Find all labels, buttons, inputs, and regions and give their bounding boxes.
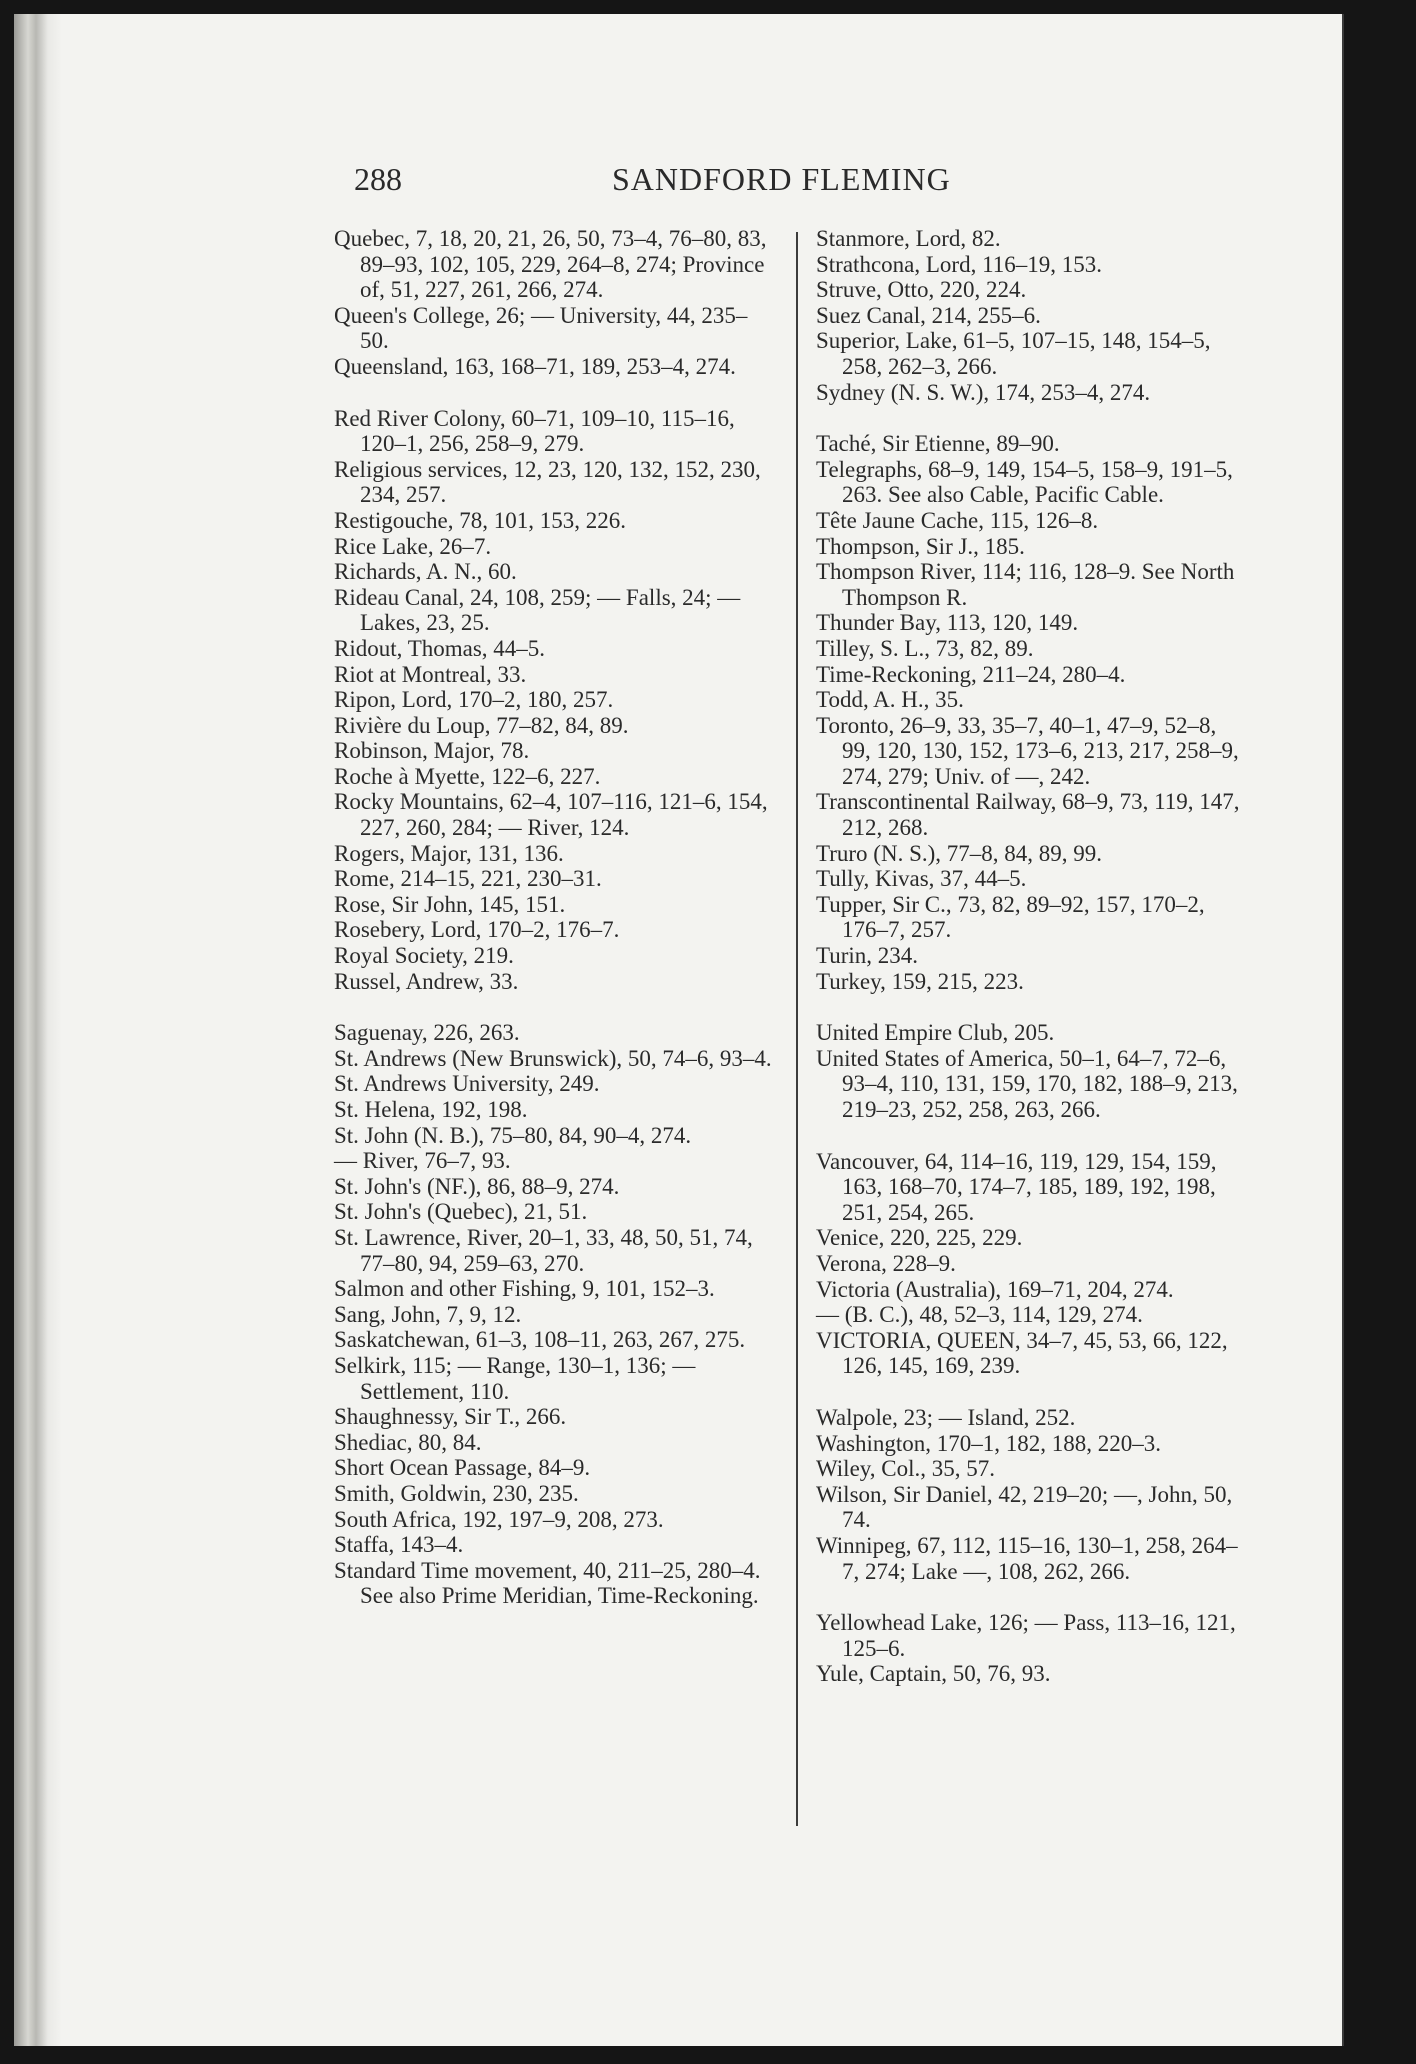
- index-entry: Rice Lake, 26–7.: [334, 533, 492, 559]
- index-entry: Tilley, S. L., 73, 82, 89.: [816, 635, 1034, 661]
- index-entry: Rogers, Major, 131, 136.: [334, 840, 564, 866]
- index-entry: United Empire Club, 205.: [816, 1020, 1055, 1046]
- index-entry: Venice, 220, 225, 229.: [816, 1225, 1023, 1251]
- index-entry: Sydney (N. S. W.), 174, 253–4, 274.: [816, 379, 1151, 405]
- index-entry: St. Lawrence, River, 20–1, 33, 48, 50, 51, 74, 77–80, 94, 259–63, 270.: [334, 1224, 753, 1276]
- index-entry: Walpole, 23; — Island, 252.: [816, 1404, 1076, 1430]
- index-entry: Todd, A. H., 35.: [816, 687, 964, 713]
- index-entry: Robinson, Major, 78.: [334, 738, 530, 764]
- index-entry: Saskatchewan, 61–3, 108–11, 263, 267, 275.: [334, 1327, 746, 1353]
- letter-group-gap: [334, 380, 774, 406]
- index-entry: Tête Jaune Cache, 115, 126–8.: [816, 507, 1099, 533]
- index-entry: Verona, 228–9.: [816, 1250, 956, 1276]
- page-header: [354, 159, 994, 203]
- index-entry: Turkey, 159, 215, 223.: [816, 968, 1024, 994]
- index-entry: Red River Colony, 60–71, 109–10, 115–16, 120–1, 256, 258–9, 279.: [334, 405, 735, 457]
- index-entry: Tupper, Sir C., 73, 82, 89–92, 157, 170–2, 176–7, 257.: [816, 891, 1205, 943]
- index-entry: Washington, 170–1, 182, 188, 220–3.: [816, 1430, 1162, 1456]
- index-entry: Winnipeg, 67, 112, 115–16, 130–1, 258, 264–7, 274; Lake —, 108, 262, 266.: [816, 1532, 1238, 1584]
- index-entry: Quebec, 7, 18, 20, 21, 26, 50, 73–4, 76–80, 83, 89–93, 102, 105, 229, 264–8, 274; Province of, 51, 227, 261, 266, 274.: [334, 226, 767, 303]
- index-entry: Rivière du Loup, 77–82, 84, 89.: [334, 712, 629, 738]
- index-entry: St. John's (NF.), 86, 88–9, 274.: [334, 1173, 620, 1199]
- index-entry: Stanmore, Lord, 82.: [816, 226, 1001, 251]
- index-entry: Richards, A. N., 60.: [334, 559, 517, 585]
- index-entry: United States of America, 50–1, 64–7, 72–6, 93–4, 110, 131, 159, 170, 182, 188–9, 213, 219–23, 252, 258, 263, 266.: [816, 1045, 1238, 1122]
- index-entry: Vancouver, 64, 114–16, 119, 129, 154, 159, 163, 168–70, 174–7, 185, 189, 192, 198, 251, 254, 265.: [816, 1148, 1217, 1225]
- index-entry: St. John's (Quebec), 21, 51.: [334, 1199, 588, 1225]
- letter-group-gap: [816, 405, 1248, 431]
- page-number: 288: [354, 161, 402, 197]
- index-column-right: [816, 226, 1248, 1687]
- index-column-left: [334, 226, 774, 1609]
- index-entry: Sang, John, 7, 9, 12.: [334, 1301, 522, 1327]
- index-entry: Yellowhead Lake, 126; — Pass, 113–16, 121, 125–6.: [816, 1610, 1236, 1661]
- index-entry: Rome, 214–15, 221, 230–31.: [334, 866, 602, 892]
- index-entry: Queensland, 163, 168–71, 189, 253–4, 274.: [334, 353, 736, 379]
- index-entry: Taché, Sir Etienne, 89–90.: [816, 431, 1060, 457]
- index-entry: Roche à Myette, 122–6, 227.: [334, 763, 601, 789]
- index-entry: South Africa, 192, 197–9, 208, 273.: [334, 1506, 664, 1532]
- index-entry: Royal Society, 219.: [334, 943, 514, 969]
- index-entry: Time-Reckoning, 211–24, 280–4.: [816, 661, 1126, 687]
- index-entry: Toronto, 26–9, 33, 35–7, 40–1, 47–9, 52–8, 99, 120, 130, 152, 173–6, 213, 217, 258–9, 274, 279; Univ. of —, 242.: [816, 712, 1239, 789]
- index-entry: Russel, Andrew, 33.: [334, 968, 519, 994]
- index-entry: Telegraphs, 68–9, 149, 154–5, 158–9, 191–5, 263. See also Cable, Pacific Cable.: [816, 456, 1233, 508]
- column-divider-rule: [796, 232, 798, 1826]
- index-entry: Superior, Lake, 61–5, 107–15, 148, 154–5, 258, 262–3, 266.: [816, 328, 1211, 379]
- index-entry: Smith, Goldwin, 230, 235.: [334, 1480, 579, 1506]
- page-edge-divider: [1342, 14, 1344, 2046]
- running-title: SANDFORD FLEMING: [612, 161, 951, 197]
- book-page: [14, 14, 1344, 2046]
- index-entry: Restigouche, 78, 101, 153, 226.: [334, 507, 626, 533]
- letter-group-gap: [816, 994, 1248, 1020]
- index-entry: St. Andrews University, 249.: [334, 1071, 600, 1097]
- index-entry: Standard Time movement, 40, 211–25, 280–4. See also Prime Meridian, Time-Reckoning.: [334, 1557, 761, 1609]
- index-entry: Queen's College, 26; — University, 44, 235–50.: [334, 302, 748, 354]
- index-entry: St. Andrews (New Brunswick), 50, 74–6, 93–4.: [334, 1045, 772, 1071]
- index-entry: Short Ocean Passage, 84–9.: [334, 1455, 591, 1481]
- index-entry: Ripon, Lord, 170–2, 180, 257.: [334, 687, 614, 713]
- index-entry: — River, 76–7, 93.: [334, 1148, 511, 1174]
- index-entry: Struve, Otto, 220, 224.: [816, 277, 1027, 303]
- index-entry: Saguenay, 226, 263.: [334, 1020, 520, 1046]
- index-entry: Rosebery, Lord, 170–2, 176–7.: [334, 917, 620, 943]
- index-entry: Shediac, 80, 84.: [334, 1429, 482, 1455]
- index-entry: Shaughnessy, Sir T., 266.: [334, 1404, 567, 1430]
- index-entry: Turin, 234.: [816, 943, 919, 969]
- index-entry: Rocky Mountains, 62–4, 107–116, 121–6, 154, 227, 260, 284; — River, 124.: [334, 789, 768, 841]
- page-binding-edge: [14, 14, 62, 2046]
- index-entry: Selkirk, 115; — Range, 130–1, 136; — Settlement, 110.: [334, 1352, 696, 1404]
- index-entry: Riot at Montreal, 33.: [334, 661, 527, 687]
- letter-group-gap: [816, 1379, 1248, 1405]
- index-entry: Victoria (Australia), 169–71, 204, 274.: [816, 1276, 1174, 1302]
- index-entry: VICTORIA, QUEEN, 34–7, 45, 53, 66, 122, 126, 145, 169, 239.: [816, 1327, 1228, 1379]
- index-entry: St. Helena, 192, 198.: [334, 1097, 528, 1122]
- index-entry: Religious services, 12, 23, 120, 132, 152, 230, 234, 257.: [334, 456, 761, 508]
- index-entry: Thunder Bay, 113, 120, 149.: [816, 610, 1079, 636]
- letter-group-gap: [816, 1123, 1248, 1149]
- index-entry: St. John (N. B.), 75–80, 84, 90–4, 274.: [334, 1122, 692, 1148]
- index-entry: Truro (N. S.), 77–8, 84, 89, 99.: [816, 840, 1103, 866]
- index-entry: Staffa, 143–4.: [334, 1532, 464, 1558]
- index-entry: Ridout, Thomas, 44–5.: [334, 635, 546, 661]
- index-entry: Wilson, Sir Daniel, 42, 219–20; —, John, 50, 74.: [816, 1481, 1233, 1533]
- index-entry: Tully, Kivas, 37, 44–5.: [816, 866, 1027, 892]
- index-entry: Wiley, Col., 35, 57.: [816, 1456, 996, 1482]
- index-entry: Yule, Captain, 50, 76, 93.: [816, 1661, 1051, 1687]
- index-entry: Transcontinental Railway, 68–9, 73, 119, 147, 212, 268.: [816, 789, 1240, 841]
- index-entry: Strathcona, Lord, 116–19, 153.: [816, 251, 1102, 277]
- index-entry: Salmon and other Fishing, 9, 101, 152–3.: [334, 1276, 715, 1302]
- index-entry: Thompson, Sir J., 185.: [816, 533, 1025, 559]
- index-entry: Thompson River, 114; 116, 128–9. See North Thompson R.: [816, 559, 1235, 610]
- letter-group-gap: [334, 994, 774, 1020]
- index-entry: Suez Canal, 214, 255–6.: [816, 302, 1041, 328]
- index-entry: Rose, Sir John, 145, 151.: [334, 891, 566, 917]
- index-entry: Rideau Canal, 24, 108, 259; — Falls, 24; — Lakes, 23, 25.: [334, 584, 741, 636]
- letter-group-gap: [816, 1584, 1248, 1610]
- index-entry: — (B. C.), 48, 52–3, 114, 129, 274.: [816, 1302, 1143, 1328]
